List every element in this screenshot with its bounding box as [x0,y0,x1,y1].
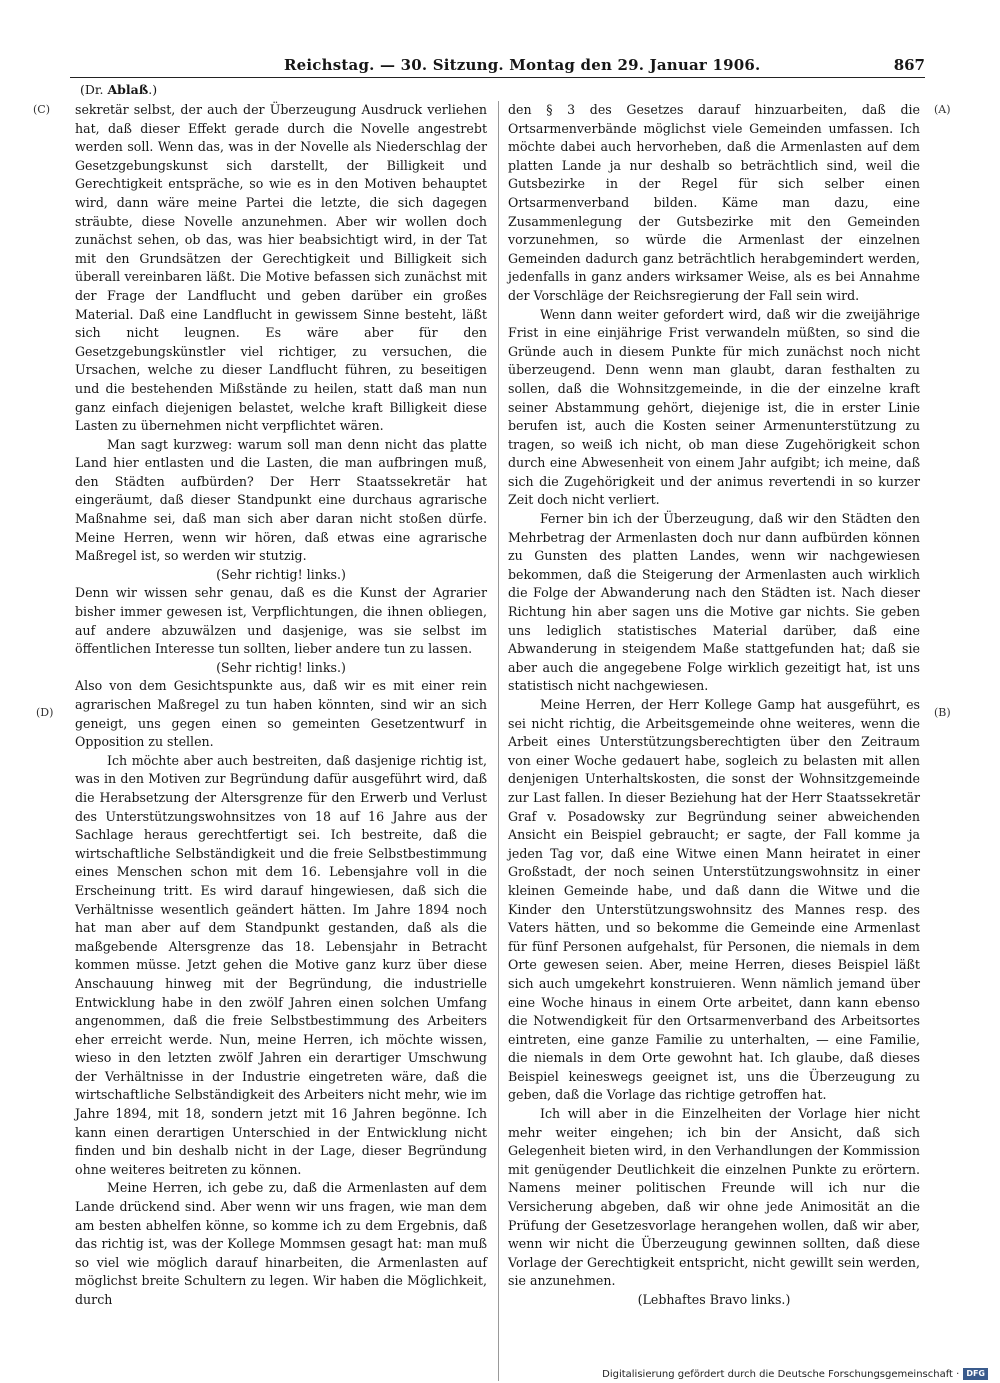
paragraph: Man sagt kurzweg: warum soll man denn nicht das platte Land hier entlasten und die Lasten, die man aufbringen muß, den Städten aufbürden? Der Herr Staatssekretär hat eingeräumt, daß dieser Standpunkt eine durchaus agrarische Maßnahme sei, daß man sich aber daran nicht stoßen dürfe. Meine Herren, wenn wir hören, daß etwas eine agrarische Maßregel ist, so werden wir stutzig. [75,436,487,564]
column-divider [498,101,499,1381]
paragraph: Ich will aber in die Einzelheiten der Vorlage hier nicht mehr weiter eingehen; ich bin der Ansicht, daß sich Gelegenheit bieten wird, in den Verhandlungen der Kommission mit genügender Deutlichkeit die einzelnen Punkte zu erörtern. Namens meiner politischen Freunde will ich nur die Versicherung abgeben, daß wir ohne jede Animosität an die Prüfung der Gesetzesvorlage herangehen wollen, daß wir aber, wenn wir nicht die Überzeugung gewinnen sollten, daß diese Vorlage der Gerechtigkeit entspricht, nicht gewillt sein werden, sie anzunehmen. [508,1106,920,1289]
paragraph: sekretär selbst, der auch der Überzeugung Ausdruck verliehen hat, daß dieser Effekt gerade durch die Novelle angestrebt werden soll. Wenn das, was in der Novelle als Niederschlag der Gesetzgebungskunst sich darstellt, der Billigkeit und Gerechtigkeit entspräche, so wie es in den Motiven behauptet wird, dann wäre meine Partei die letzte, die sich dagegen sträubte, diese Novelle anzunehmen. Aber wir wollen doch zunächst sehen, ob das, was hier beabsichtigt wird, in der Tat mit den Grundsätzen der Gerechtigkeit und Billigkeit sich überall vereinbaren läßt. Die Motive befassen sich zunächst mit der Frage der Landflucht und geben darüber ein großes Material. Daß eine Landflucht in gewissem Sinne besteht, läßt sich nicht leugnen. Es wäre aber für den Gesetzgebungskünstler viel richtiger, zu versuchen, die Ursachen, welche zu dieser Landflucht führen, zu beseitigen und die bestehenden Mißstände zu heilen, statt daß man nun ganz einfach diejenigen belastet, welche kraft Billigkeit diese Lasten zu übernehmen nicht verpflichtet wären. [75,102,487,434]
speaker-open: (Dr. [80,82,108,97]
page-number: 867 [893,56,925,74]
speaker-name: Ablaß [107,82,149,97]
margin-mark-b: (B) [934,706,951,719]
page-header [70,52,925,76]
right-column [508,101,920,1310]
dfg-logo-icon: DFG [963,1368,988,1380]
paragraph: Ferner bin ich der Überzeugung, daß wir den Städten den Mehrbetrag der Armenlasten doch nur dann aufbürden können zu Gunsten des platten Landes, wenn wir nachgewiesen bekommen, daß die Steigerung der Armenlasten auch wirklich die Folge der Abwanderung nach den Städten ist. Nach dieser Richtung hin aber sagen uns die Motive gar nichts. Sie geben uns lediglich statistisches Material darüber, daß eine Abwanderung in steigendem Maße stattgefunden hat; daß sie aber auch die angegebene Folge wirklich gezeitigt hat, ist uns statistisch nicht nachgewiesen. [508,511,920,694]
margin-mark-d: (D) [36,706,54,719]
header-rule [70,77,925,78]
interjection: (Sehr richtig! links.) [216,566,346,582]
margin-mark-c: (C) [33,103,50,116]
paragraph: Wenn dann weiter gefordert wird, daß wir die zweijährige Frist in eine einjährige Frist verwandeln müßten, so sind die Gründe auch in diesem Punkte für mich zunächst noch nicht überzeugend. Denn wenn man glaubt, daran festhalten zu sollen, daß die Wohnsitzgemeinde, in die der einzelne kraft seiner Abstammung gehört, diejenige ist, die in erster Linie berufen ist, auch die Kosten seiner Armenunterstützung zu tragen, so weiß ich nicht, ob man diese Zugehörigkeit schon durch eine Abwesenheit von einem Jahr aufgibt; ich meine, daß sich die Zugehörigkeit und der animus revertendi in so kurzer Zeit doch nicht verliert. [508,306,920,508]
paragraph: Also von dem Gesichtspunkte aus, daß wir es mit einer rein agrarischen Maßregel zu tun haben könnten, sind wir an sich geneigt, uns gegen einen so gemeinten Gesetzentwurf in Opposition zu stellen. [75,678,487,750]
margin-mark-a: (A) [934,103,951,116]
running-title: Reichstag. — 30. Sitzung. Montag den 29. Januar 1906. [284,56,761,74]
left-column [75,101,487,1310]
interjection: (Sehr richtig! links.) [216,659,346,675]
interjection: (Lebhaftes Bravo links.) [637,1292,791,1307]
paragraph: Ich möchte aber auch bestreiten, daß dasjenige richtig ist, was in den Motiven zur Begründung dafür ausgeführt wird, daß die Herabsetzung der Altersgrenze für den Erwerb und Verlust des Unterstützungswohnsitzes von 18 auf 16 Jahre aus der Sachlage heraus gerechtfertigt sei. Ich bestreite, daß die wirtschaftliche Selbständigkeit und die freie Selbstbestimmung eines Menschen schon mit dem 16. Lebensjahre voll in die Erscheinung tritt. Es wird darauf hingewiesen, daß sich die Verhältnisse wesentlich geändert hätten. Im Jahre 1894 noch hat man aber auf dem Standpunkt gestanden, daß als die maßgebende Altersgrenze das 18. Lebensjahr in Betracht kommen müsse. Jetzt gehen die Motive ganz kurz über diese Anschauung hinweg mit der Begründung, die industrielle Entwicklung habe in den zwölf Jahren einen solchen Umfang angenommen, daß die freie Selbstbestimmung des Arbeiters eher erreicht werde. Nun, meine Herren, ich möchte wissen, wieso in den letzten zwölf Jahren ein derartiger Umschwung der Verhältnisse in der Industrie eingetreten wäre, daß die wirtschaftliche Selbständigkeit des Arbeiters nicht mehr, wie im Jahre 1894, mit 18, sondern jetzt mit 16 Jahren begönne. Ich kann einen derartigen Unterschied in der Entwicklung nicht finden und bin deshalb nicht in der Lage, dieser Begründung ohne weiteres beitreten zu können. [75,752,487,1177]
footer-text: Digitalisierung gefördert durch die Deutsche Forschungsgemeinschaft · [602,1368,960,1380]
speaker-heading [80,82,157,97]
speaker-close: .) [148,82,158,97]
paragraph: Denn wir wissen sehr genau, daß es die Kunst der Agrarier bisher immer gewesen ist, Verpflichtungen, die ihnen obliegen, auf andere abzuwälzen und dasjenige, was sie selbst im öffentlichen Interesse tun sollten, lieber andere tun zu lassen. [75,585,487,657]
paragraph: Meine Herren, ich gebe zu, daß die Armenlasten auf dem Lande drückend sind. Aber wenn wir uns fragen, wie man dem am besten abhelfen könne, so komme ich zu dem Ergebnis, daß das richtig ist, was der Kollege Mommsen gesagt hat: man muß so viel wie möglich darauf hinarbeiten, die Armenlasten auf möglichst breite Schultern zu legen. Wir haben die Möglichkeit, durch [75,1180,487,1307]
paragraph: den § 3 des Gesetzes darauf hinzuarbeiten, daß die Ortsarmenverbände möglichst viele Gemeinden umfassen. Ich möchte dabei auch hervorheben, daß die Armenlasten auf dem platten Lande ja nur deshalb so beträchtlich sind, weil die Gutsbezirke in der Regel für sich selber einen Ortsarmenverband bilden. Käme man dazu, eine Zusammenlegung der Gutsbezirke mit den Gemeinden vorzunehmen, so würde die Armenlast der einzelnen Gemeinden dadurch ganz beträchtlich herabgemindert werden, jedenfalls in ganz anders wirksamer Weise, als es bei Annahme der Vorschläge der Reichsregierung der Fall sein wird. [508,102,920,303]
footer-credit [602,1368,988,1380]
paragraph: Meine Herren, der Herr Kollege Gamp hat ausgeführt, es sei nicht richtig, die Arbeitsgemeinde ohne weiteres, wenn die Arbeit eines Unterstützungsberechtigten über den Zeitraum von einer Woche gedauert habe, sogleich zu belasten mit allen denjenigen Unterhaltskosten, die sonst der Wohnsitzgemeinde zur Last fallen. In dieser Beziehung hat der Herr Staatssekretär Graf v. Posadowsky zur Begründung seiner abweichenden Ansicht ein Beispiel gebraucht; er sagte, der Fall komme ja jeden Tag vor, daß eine Witwe einen Mann heiratet in einer Großstadt, der noch seinen Unterstützungswohnsitz in einer kleinen Gemeinde habe, und daß dann die Witwe und die Kinder den Unterstützungswohnsitz des Mannes resp. des Vaters hätten, und so bekomme die Gemeinde eine Armenlast für fünf Personen aufgehalst, für Personen, die niemals in dem Orte gewesen seien. Aber, meine Herren, dieses Beispiel läßt sich auch umgekehrt konstruieren. Wenn nämlich jemand über eine Woche hinaus in einem Orte arbeitet, dann kann ebenso die Notwendigkeit für den Ortsarmenverband des Arbeitsortes eintreten, eine ganze Familie zu unterhalten, — eine Familie, die niemals in dem Orte gewohnt hat. Ich glaube, daß dieses Beispiel keineswegs geeignet ist, uns die Überzeugung zu geben, daß die Vorlage das richtige getroffen hat. [508,697,920,1103]
